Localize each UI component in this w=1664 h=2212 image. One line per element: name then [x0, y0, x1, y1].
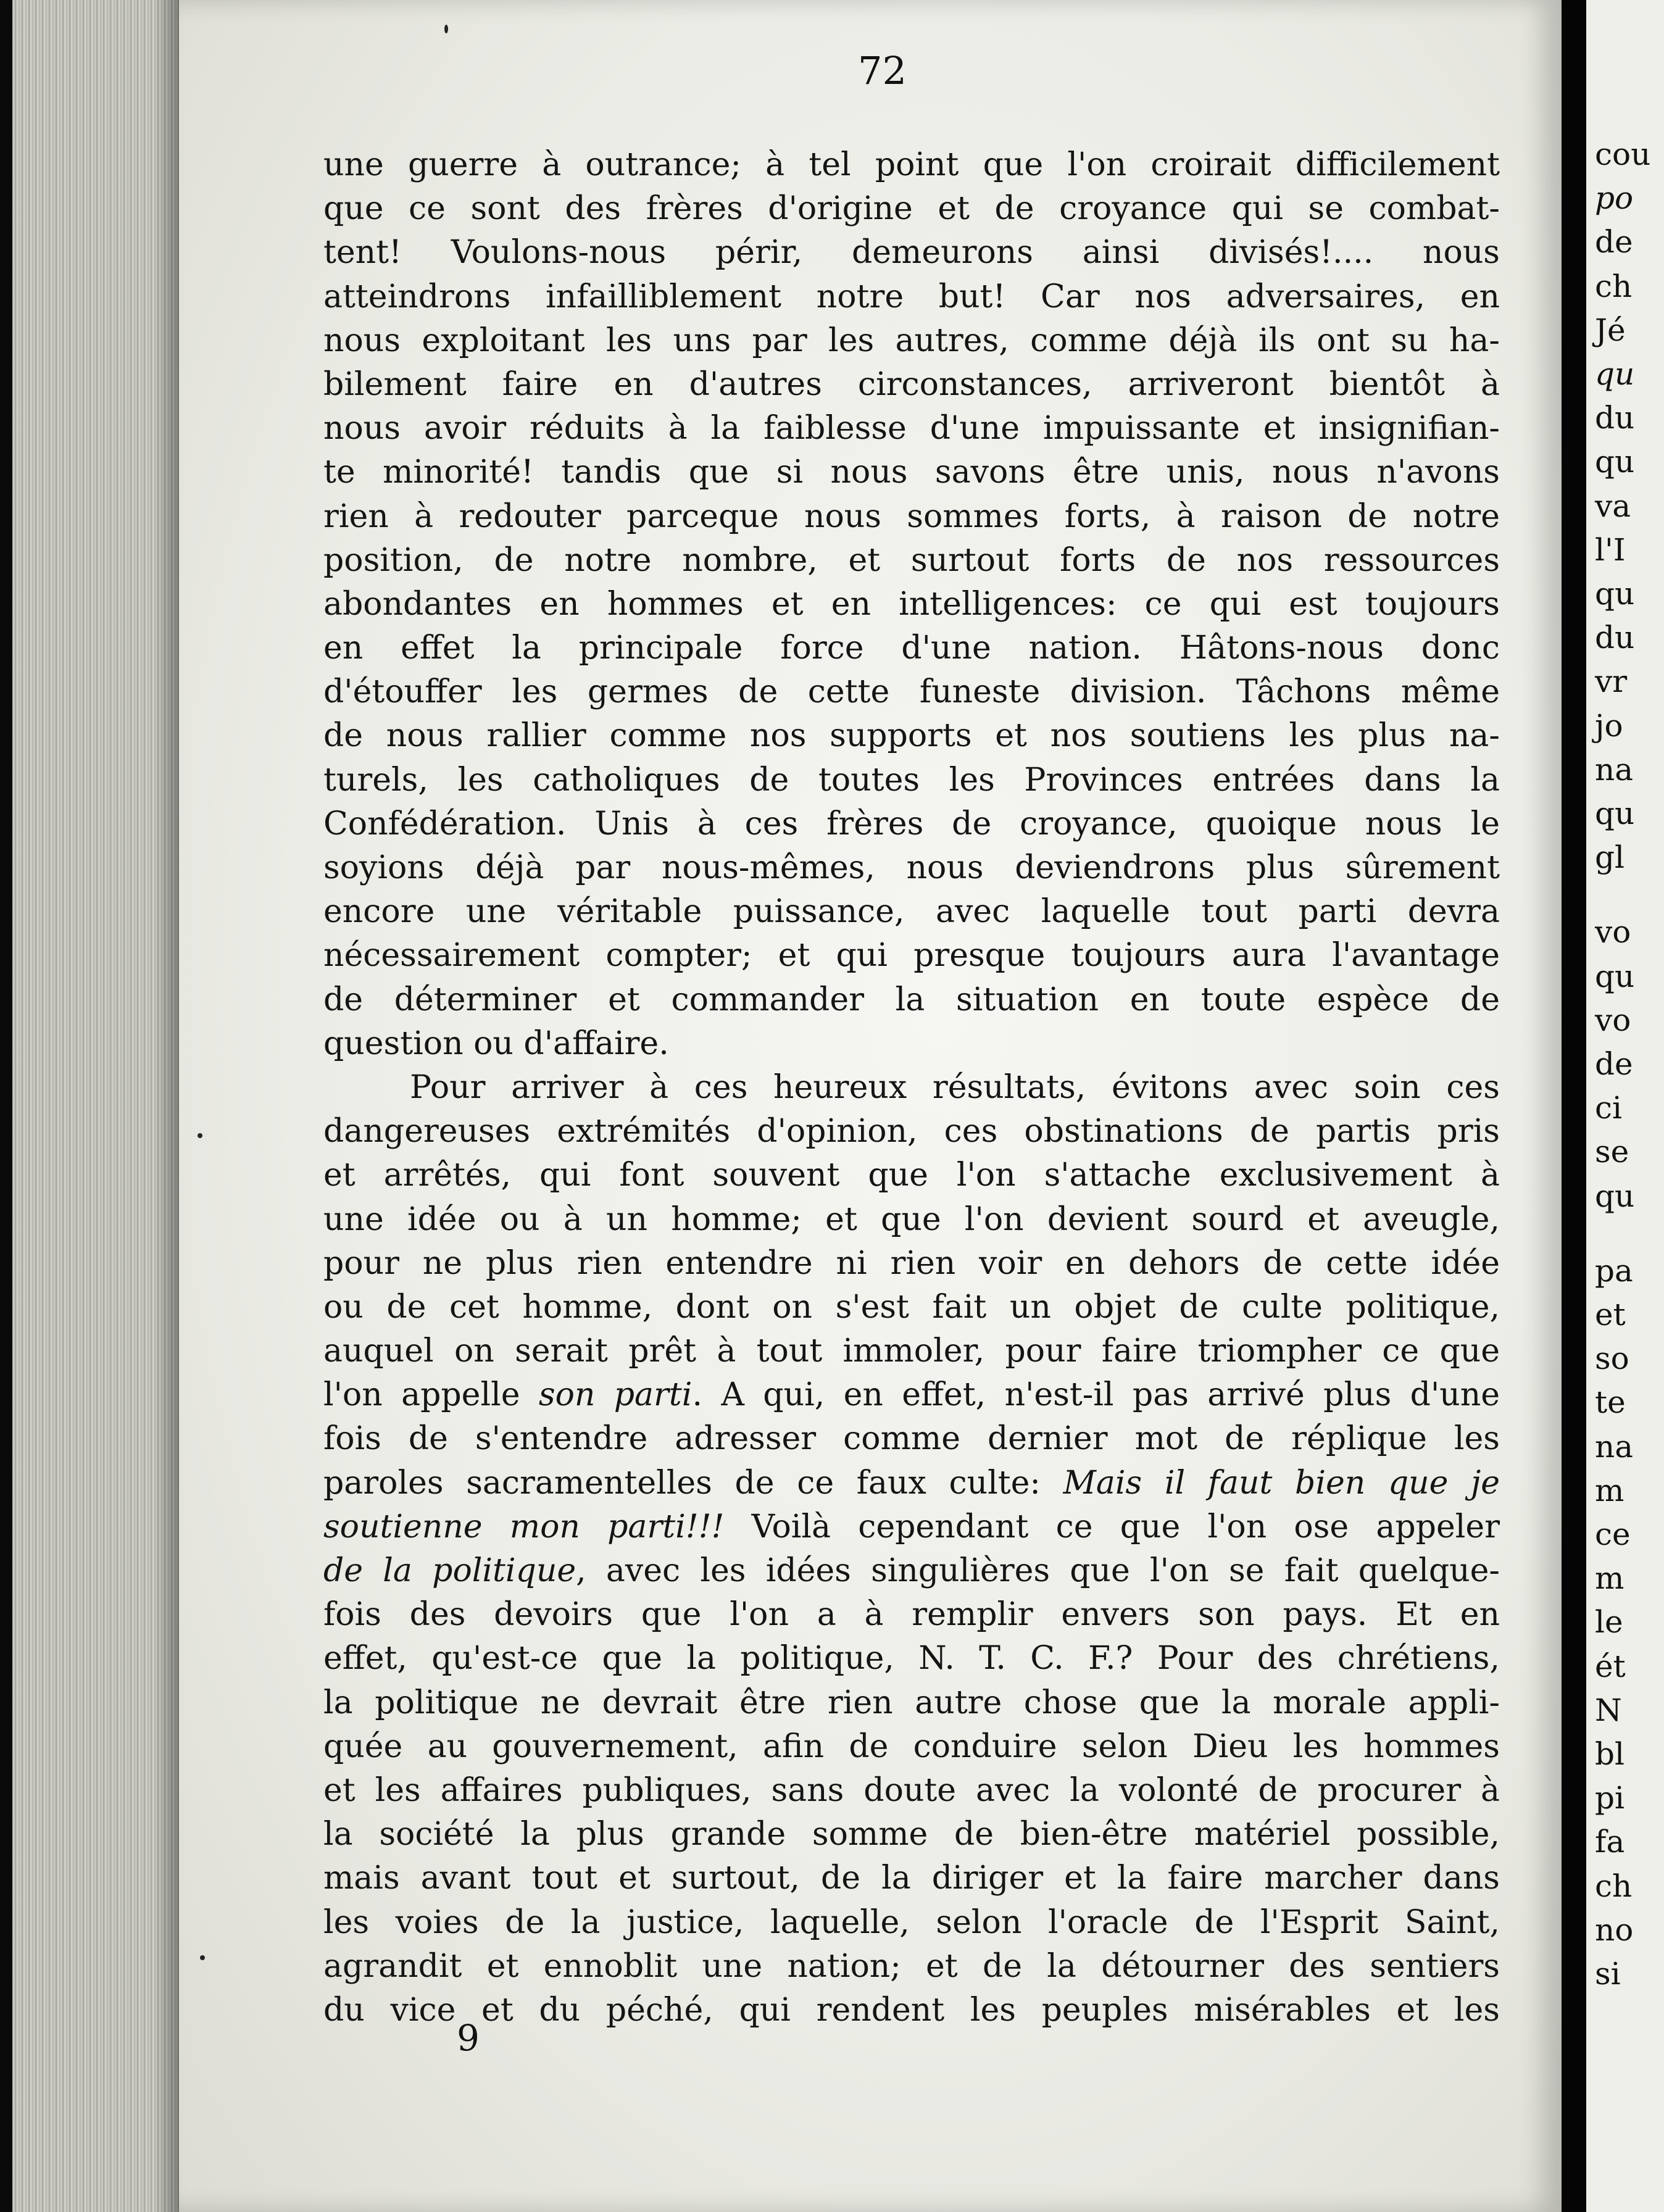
facing-page-line-fragment: va — [1595, 488, 1631, 524]
text-line: dangereuses extrémités d'opinion, ces obstinations de partis pris — [323, 1113, 1500, 1150]
text-line: d'étouffer les germes de cette funeste division. Tâchons même — [323, 673, 1500, 711]
facing-page-line-fragment: du — [1595, 400, 1635, 436]
facing-page-line-fragment: na — [1595, 1428, 1634, 1465]
facing-page-line-fragment: bl — [1595, 1736, 1624, 1772]
text-line: paroles sacramentelles de ce faux culte: Mais il faut bien que je — [323, 1464, 1500, 1502]
text-line: Confédération. Unis à ces frères de croyance, quoique nous le — [323, 805, 1500, 842]
facing-page-line-fragment: qu — [1595, 356, 1635, 392]
facing-page-line-fragment: l'I — [1595, 531, 1626, 568]
facing-page-line-fragment: et — [1595, 1297, 1626, 1333]
facing-page-line-fragment: pa — [1595, 1252, 1633, 1289]
facing-page-line-fragment: de — [1595, 1046, 1633, 1082]
text-line: bilement faire en d'autres circonstances, arriveront bientôt à — [323, 365, 1500, 403]
text-line: que ce sont des frères d'origine et de croyance qui se combat- — [323, 190, 1500, 228]
text-line: de nous rallier comme nos supports et nos soutiens les plus na- — [323, 717, 1500, 755]
text-line: une guerre à outrance; à tel point que l'on croirait difficilement — [323, 146, 1500, 183]
text-line: turels, les catholiques de toutes les Provinces entrées dans la — [323, 761, 1500, 799]
text-line: question ou d'affaire. — [323, 1025, 669, 1062]
scan-speck — [198, 1133, 202, 1138]
text-line: rien à redouter parceque nous sommes forts, à raison de notre — [323, 497, 1500, 535]
facing-page-line-fragment: le — [1595, 1604, 1623, 1640]
facing-page-line-fragment: ét — [1595, 1648, 1626, 1684]
facing-page-line-fragment: m — [1595, 1472, 1624, 1508]
facing-page-line-fragment: ch — [1595, 1868, 1633, 1904]
facing-page-line-fragment: cou — [1595, 136, 1651, 172]
facing-page-line-fragment: gl — [1595, 839, 1624, 876]
facing-page-line-fragment: si — [1595, 1956, 1621, 1992]
text-line: encore une véritable puissance, avec laquelle tout parti devra — [323, 893, 1500, 931]
signature-mark: 9 — [457, 2017, 480, 2059]
text-line: ou de cet homme, dont on s'est fait un objet de culte politique, — [323, 1288, 1500, 1326]
text-line: nous exploitant les uns par les autres, comme déjà ils ont su ha- — [323, 322, 1500, 359]
text-line: te minorité! tandis que si nous savons être unis, nous n'avons — [323, 454, 1500, 491]
facing-page-line-fragment: fa — [1595, 1824, 1625, 1860]
text-line: tent! Voulons-nous périr, demeurons ainsi divisés!.... nous — [323, 234, 1500, 272]
book-page-edges — [12, 0, 179, 2212]
facing-page-fragment — [1586, 0, 1664, 2212]
text-line: soutienne mon parti!!! Voilà cependant ce que l'on ose appeler — [323, 1508, 1500, 1545]
facing-page-line-fragment: se — [1595, 1134, 1629, 1170]
text-line: fois de s'entendre adresser comme dernier mot de réplique les — [323, 1420, 1500, 1458]
text-line: de déterminer et commander la situation en toute espèce de — [323, 981, 1500, 1018]
text-line: nécessairement compter; et qui presque toujours aura l'avantage — [323, 937, 1500, 975]
text-line: en effet la principale force d'une nation. Hâtons-nous donc — [323, 630, 1500, 667]
facing-page-line-fragment: Jé — [1595, 312, 1626, 348]
page-text-block — [323, 143, 1500, 2032]
text-line: les voies de la justice, laquelle, selon l'oracle de l'Esprit Saint, — [323, 1903, 1500, 1941]
facing-page-line-fragment: de — [1595, 224, 1633, 260]
text-line: agrandit et ennoblit une nation; et de la détourner des sentiers — [323, 1947, 1500, 1985]
text-line: l'on appelle son parti. A qui, en effet, n'est-il pas arrivé plus d'une — [323, 1376, 1500, 1414]
facing-page-line-fragment: jo — [1595, 707, 1623, 744]
facing-page-line-fragment: qu — [1595, 958, 1635, 994]
facing-page-line-fragment: qu — [1595, 576, 1635, 612]
facing-page-line-fragment: vo — [1595, 914, 1631, 950]
text-line: de la politique, avec les idées singulières que l'on se fait quelque- — [323, 1552, 1500, 1589]
facing-page-line-fragment: qu — [1595, 444, 1635, 480]
text-line: atteindrons infailliblement notre but! Car nos adversaires, en — [323, 278, 1500, 315]
facing-page-line-fragment: vo — [1595, 1002, 1631, 1038]
text-line: une idée ou à un homme; et que l'on devient sourd et aveugle, — [323, 1200, 1500, 1238]
text-line: soyions déjà par nous-mêmes, nous deviendrons plus sûrement — [323, 849, 1500, 886]
facing-page-line-fragment: so — [1595, 1341, 1629, 1377]
facing-page-line-fragment: te — [1595, 1384, 1626, 1421]
text-line: et les affaires publiques, sans doute avec la volonté de procurer à — [323, 1771, 1500, 1809]
facing-page-line-fragment: vr — [1595, 663, 1628, 700]
facing-page-line-fragment: no — [1595, 1911, 1634, 1948]
text-line: effet, qu'est-ce que la politique, N. T. C. F.? Pour des chrétiens, — [323, 1640, 1500, 1678]
text-line: abondantes en hommes et en intelligences: ce qui est toujours — [323, 585, 1500, 623]
scan-speck — [200, 1955, 205, 1960]
text-line: position, de notre nombre, et surtout forts de nos ressources — [323, 541, 1500, 579]
facing-page-line-fragment: ci — [1595, 1090, 1622, 1126]
facing-page-line-fragment: na — [1595, 751, 1634, 788]
text-line: mais avant tout et surtout, de la diriger et la faire marcher dans — [323, 1860, 1500, 1897]
text-line: la politique ne devrait être rien autre chose que la morale appli- — [323, 1684, 1500, 1721]
text-line: quée au gouvernement, afin de conduire selon Dieu les hommes — [323, 1728, 1500, 1765]
facing-page-line-fragment: N — [1595, 1692, 1622, 1728]
facing-page-line-fragment: pi — [1595, 1780, 1624, 1816]
facing-page-line-fragment: m — [1595, 1560, 1624, 1597]
text-line: du vice et du péché, qui rendent les peuples misérables et les — [323, 1991, 1500, 2029]
text-line: fois des devoirs que l'on a à remplir envers son pays. Et en — [323, 1596, 1500, 1634]
book-gutter — [1562, 0, 1586, 2212]
facing-page-line-fragment: qu — [1595, 796, 1635, 831]
text-line: la société la plus grande somme de bien-être matériel possible, — [323, 1816, 1500, 1853]
page-number: 72 — [858, 48, 907, 93]
facing-page-line-fragment: qu — [1595, 1178, 1635, 1214]
facing-page-line-fragment: ce — [1595, 1516, 1631, 1552]
text-line: auquel on serait prêt à tout immoler, pour faire triompher ce que — [323, 1333, 1500, 1370]
facing-page-line-fragment: po — [1595, 180, 1634, 217]
text-line: Pour arriver à ces heureux résultats, évitons avec soin ces — [410, 1068, 1500, 1106]
text-line: pour ne plus rien entendre ni rien voir en dehors de cette idée — [323, 1244, 1500, 1282]
facing-page-line-fragment: ch — [1595, 268, 1633, 304]
text-line: et arrêtés, qui font souvent que l'on s'attache exclusivement à — [323, 1157, 1500, 1194]
text-line: nous avoir réduits à la faiblesse d'une impuissante et insignifian- — [323, 410, 1500, 447]
scan-speck — [444, 25, 448, 33]
facing-page-line-fragment: du — [1595, 620, 1635, 656]
